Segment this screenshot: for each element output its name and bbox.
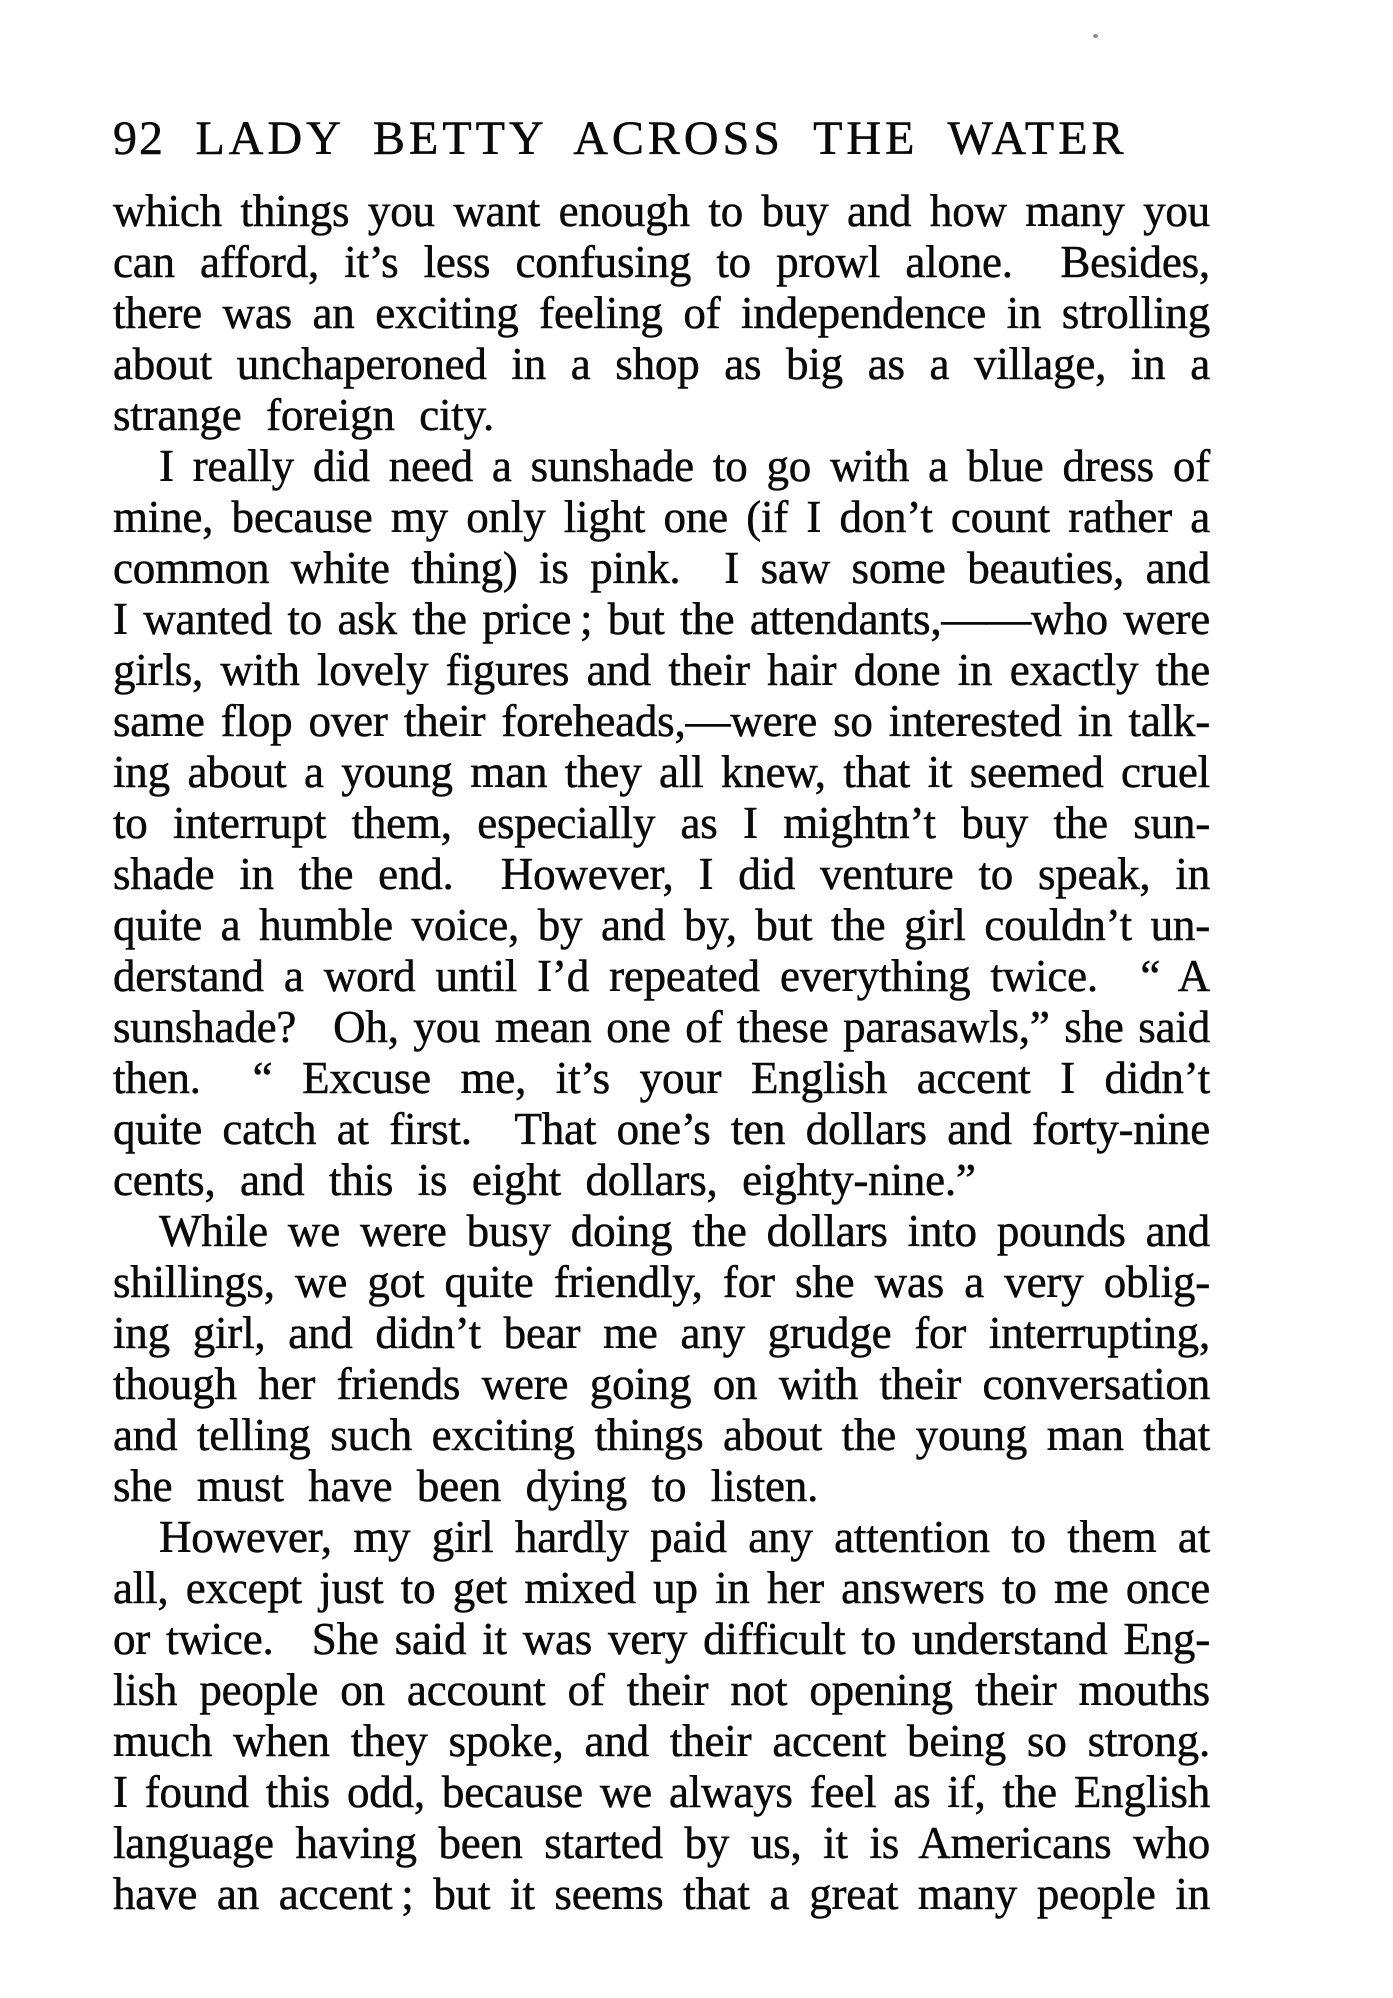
text-line: then. “ Excuse me, it’s your English accent I didn’t [113,1053,1210,1103]
text-line: have an accent ; but it seems that a great many people in [113,1869,1210,1919]
text-line: ing about a young man they all knew, that it seemed cruel [113,747,1210,797]
text-line: to interrupt them, especially as I mightn’t buy the sun- [113,798,1210,848]
text-line: about unchaperoned in a shop as big as a village, in a [113,339,1210,389]
text-line: quite catch at first. That one’s ten dollars and forty-nine [113,1104,1210,1154]
text-block [113,186,1210,1920]
page-header [113,112,1210,171]
text-line: all, except just to get mixed up in her answers to me once [113,1563,1210,1613]
scan-speck [1093,34,1098,38]
paragraph [113,441,1210,1206]
text-line: quite a humble voice, by and by, but the girl couldn’t un- [113,900,1210,950]
text-line: which things you want enough to buy and how many you [113,186,1210,236]
text-line: much when they spoke, and their accent being so strong. [113,1716,1210,1766]
text-line: language having been started by us, it is Americans who [113,1818,1210,1868]
text-line: she must have been dying to listen. [113,1461,819,1511]
text-line: I really did need a sunshade to go with a blue dress of [159,441,1210,491]
text-line: common white thing) is pink. I saw some beauties, and [113,543,1210,593]
text-line: strange foreign city. [113,390,494,440]
paragraph [113,186,1210,441]
text-line: can afford, it’s less confusing to prowl alone. Besides, [113,237,1210,287]
text-line: shade in the end. However, I did venture to speak, in [113,849,1210,899]
text-line: mine, because my only light one (if I don’t count rather a [113,492,1210,542]
text-line: shillings, we got quite friendly, for she was a very oblig- [113,1257,1210,1307]
text-line: same flop over their foreheads,—were so interested in talk- [113,696,1210,746]
page-number: 92 [113,112,165,165]
text-line: or twice. She said it was very difficult to understand Eng- [113,1614,1210,1664]
text-line: derstand a word until I’d repeated everything twice. “ A [113,951,1210,1001]
paragraph [113,1512,1210,1920]
text-line: While we were busy doing the dollars into pounds and [159,1206,1210,1256]
text-line: However, my girl hardly paid any attention to them at [159,1512,1210,1562]
text-line: I found this odd, because we always feel as if, the English [113,1767,1210,1817]
text-line: though her friends were going on with their conversation [113,1359,1210,1409]
text-line: I wanted to ask the price ; but the attendants,——who were [113,594,1210,644]
text-line: and telling such exciting things about the young man that [113,1410,1210,1460]
text-line: ing girl, and didn’t bear me any grudge for interrupting, [113,1308,1210,1358]
text-line: sunshade? Oh, you mean one of these parasawls,” she said [113,1002,1210,1052]
text-line: there was an exciting feeling of independence in strolling [113,288,1210,338]
running-title: LADY BETTY ACROSS THE WATER [195,112,1128,165]
text-line: girls, with lovely figures and their hair done in exactly the [113,645,1210,695]
text-line: lish people on account of their not opening their mouths [113,1665,1210,1715]
text-line: cents, and this is eight dollars, eighty-nine.” [113,1155,976,1205]
paragraph [113,1206,1210,1512]
